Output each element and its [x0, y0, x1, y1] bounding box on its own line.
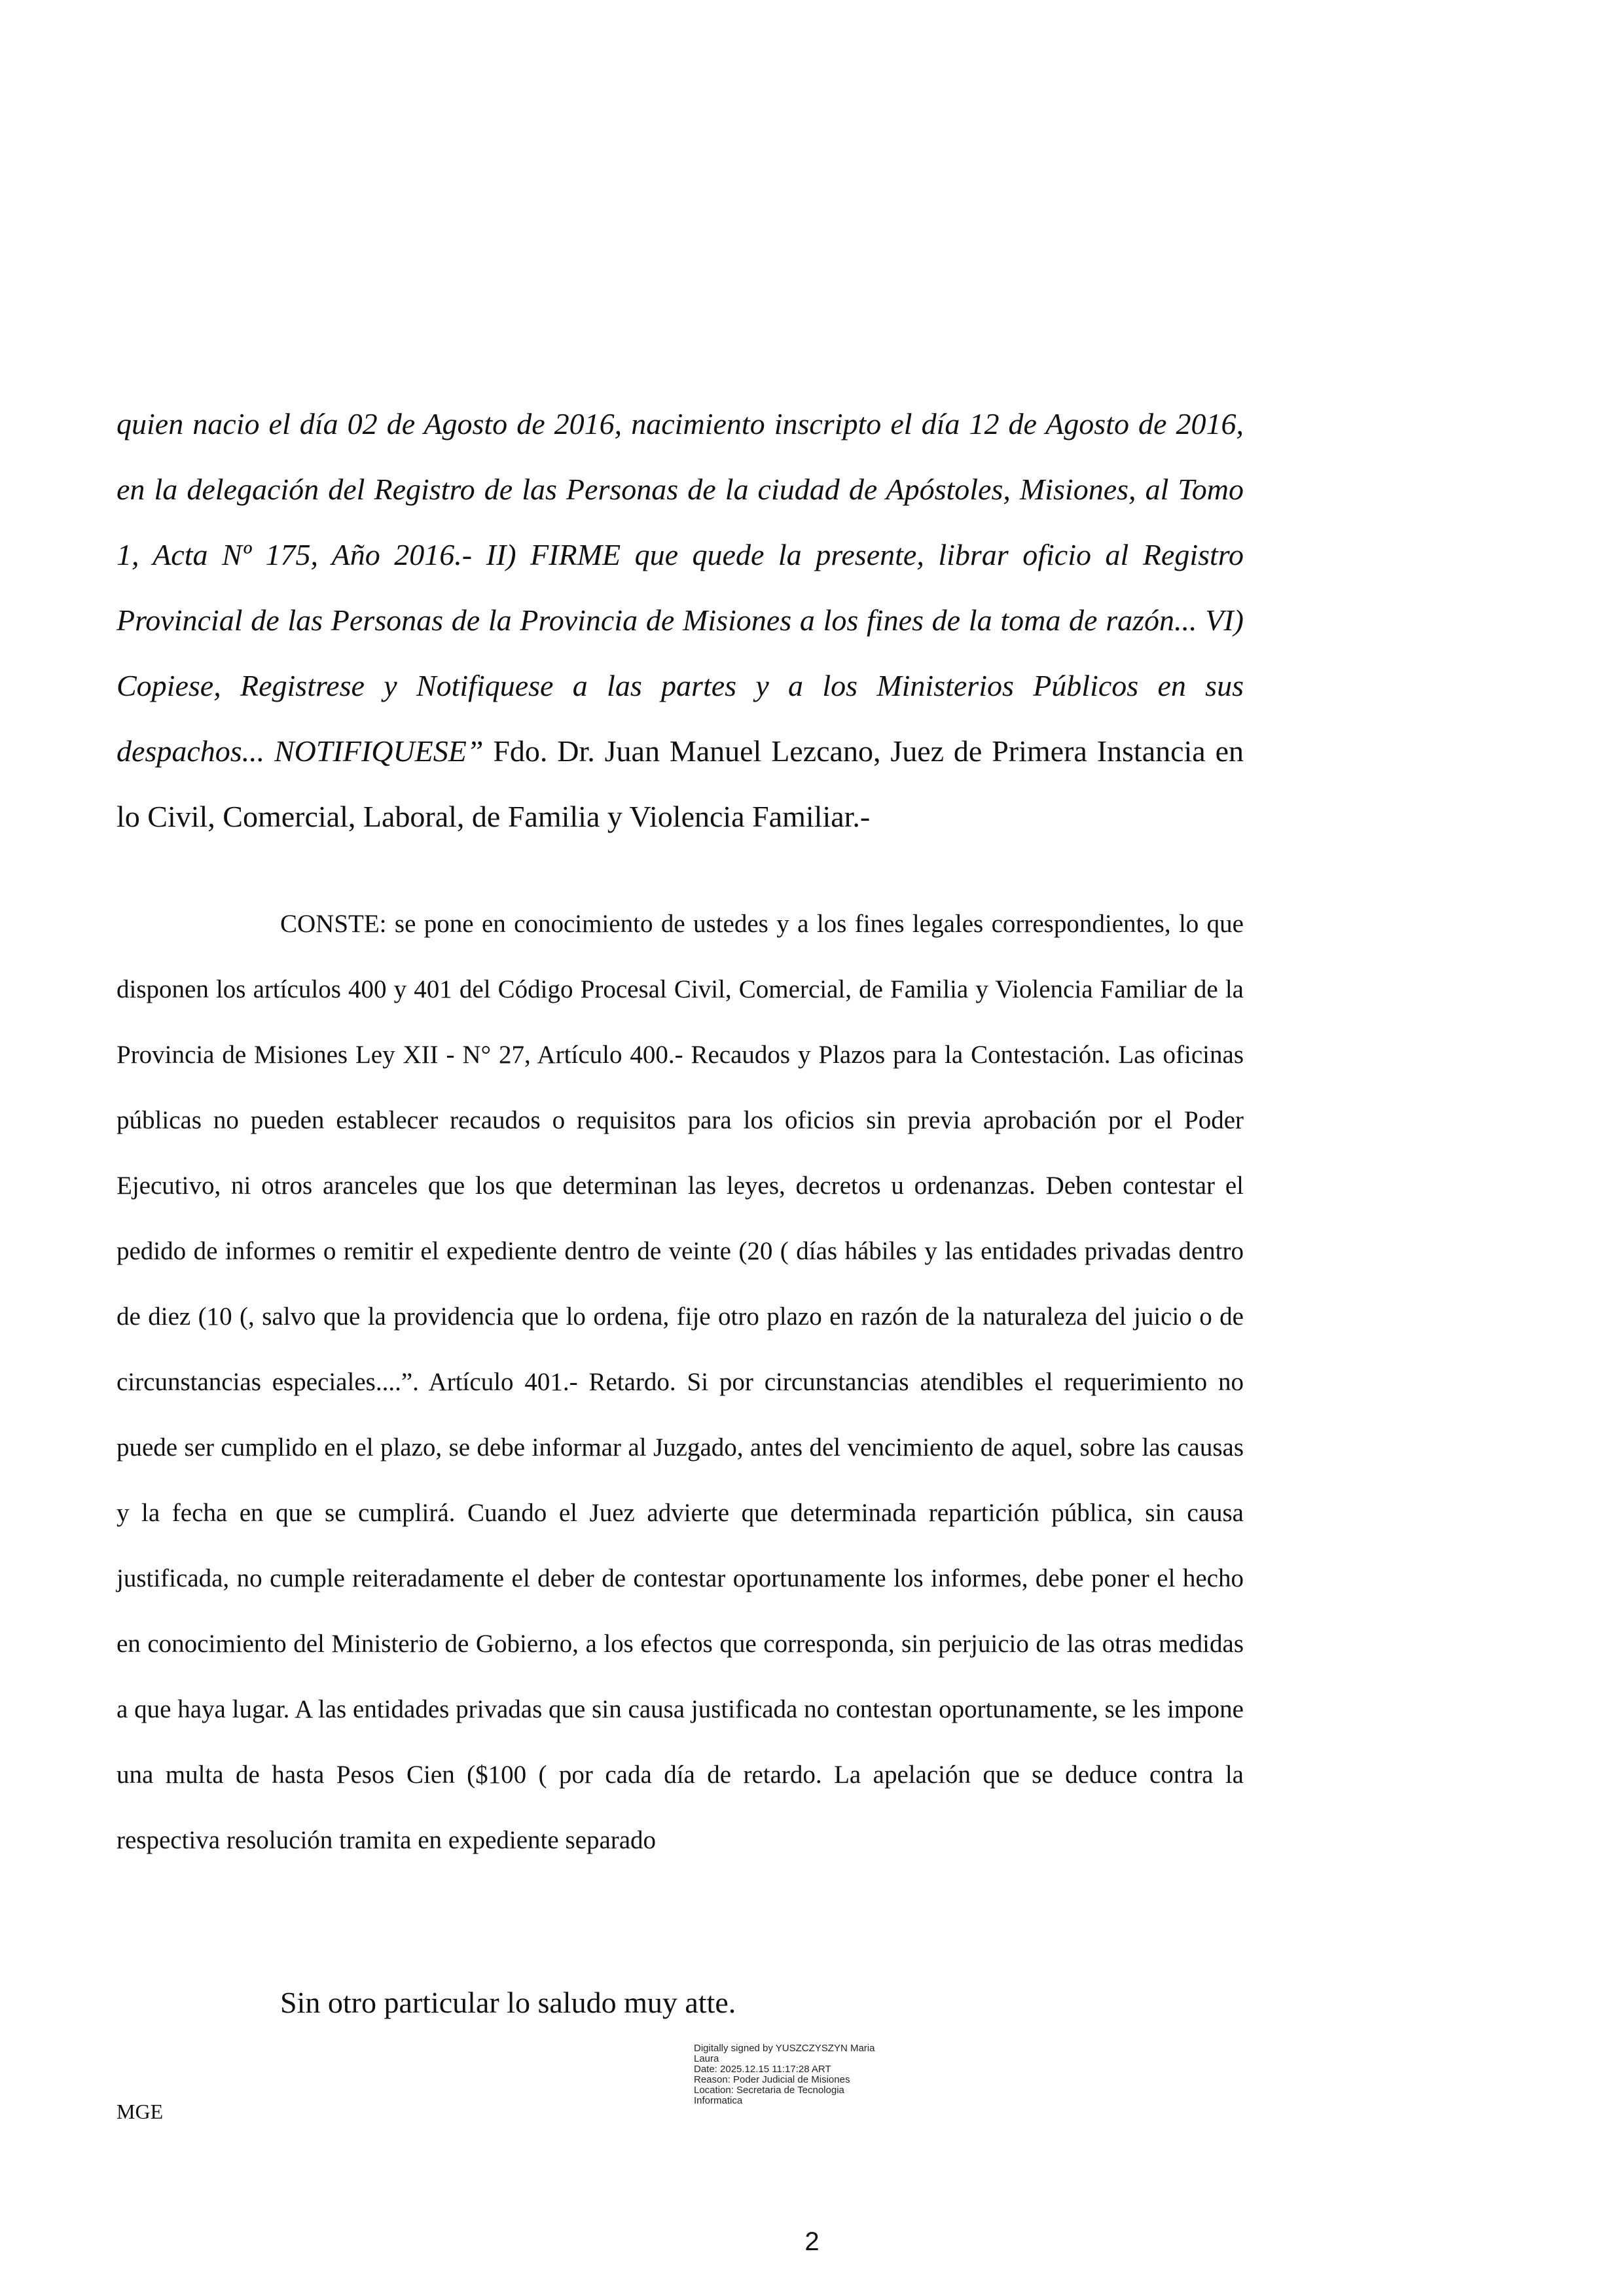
signature-line-location-cont: Informatica [694, 2095, 743, 2106]
signature-line-date: Date: 2025.12.15 11:17:28 ART [694, 2064, 831, 2075]
signature-line-signer: Digitally signed by YUSZCZYSZYN Maria [694, 2043, 875, 2054]
resolution-excerpt-paragraph [117, 391, 1244, 850]
digital-signature-stamp [694, 2043, 916, 2106]
signature-line-location: Location: Secretaria de Tecnologia [694, 2085, 844, 2096]
conste-legal-text: CONSTE: se pone en conocimiento de ustedes y a los fines legales correspondientes, lo que disponen los artículos 400 y 401 del Código Procesal Civil, Comercial, de Familia y Violencia Familiar de la Provincia de Misiones Ley XII - N° 27, Artículo 400.- Recaudos y Plazos para la Contestación. Las oficinas públicas no pueden establecer recaudos o requisitos para los oficios sin previa aprobación por el Poder Ejecutivo, ni otros aranceles que los que determinan las leyes, decretos u ordenanzas. Deben contestar el pedido de informes o remitir el expediente dentro de veinte (20 ( días hábiles y las entidades privadas dentro de diez (10 (, salvo que la providencia que lo ordena, fije otro plazo en razón de la naturaleza del juicio o de circunstancias especiales....”. Artículo 401.- Retardo. Si por circunstancias atendibles el requerimiento no puede ser cumplido en el plazo, se debe informar al Juzgado, antes del vencimiento de aquel, sobre las causas y la fecha en que se cumplirá. Cuando el Juez advierte que determinada repartición pública, sin causa justificada, no cumple reiteradamente el deber de contestar oportunamente los informes, debe poner el hecho en conocimiento del Ministerio de Gobierno, a los efectos que corresponda, sin perjuicio de las otras medidas a que haya lugar. A las entidades privadas que sin causa justificada no contestan oportunamente, se les impone una multa de hasta Pesos Cien ($100 ( por cada día de retardo. La apelación que se deduce contra la respectiva resolución tramita en expediente separado [117, 910, 1244, 1854]
conste-legal-paragraph [117, 891, 1244, 1873]
signature-line-reason: Reason: Poder Judicial de Misiones [694, 2074, 850, 2085]
page-number: 2 [804, 2227, 820, 2256]
closing-salutation: Sin otro particular lo saludo muy atte. [280, 1986, 736, 2019]
signature-line-signer-cont: Laura [694, 2053, 719, 2064]
author-initials: MGE [117, 2100, 164, 2123]
resolution-quote-italic: quien nacio el día 02 de Agosto de 2016, nacimiento inscripto el día 12 de Agosto de 2016, en la delegación del Registro de las Personas de la ciudad de Apóstoles, Misiones, al Tomo 1, Acta Nº 175, Año 2016.- II) FIRME que quede la presente, librar oficio al Registro Provincial de las Personas de la Provincia de Misiones a los fines de la toma de razón... VI) Copiese, Registrese y Notifiquese a las partes y a los Ministerios Públicos en sus despachos... NOTIFIQUESE” [117, 407, 1244, 768]
signature-reference-text: Fdo. Dr. Juan Manuel Lezcano, Juez de Primera Instancia en lo Civil, Comercial, Laboral, de Familia y Violencia Familiar.- [117, 734, 1244, 833]
